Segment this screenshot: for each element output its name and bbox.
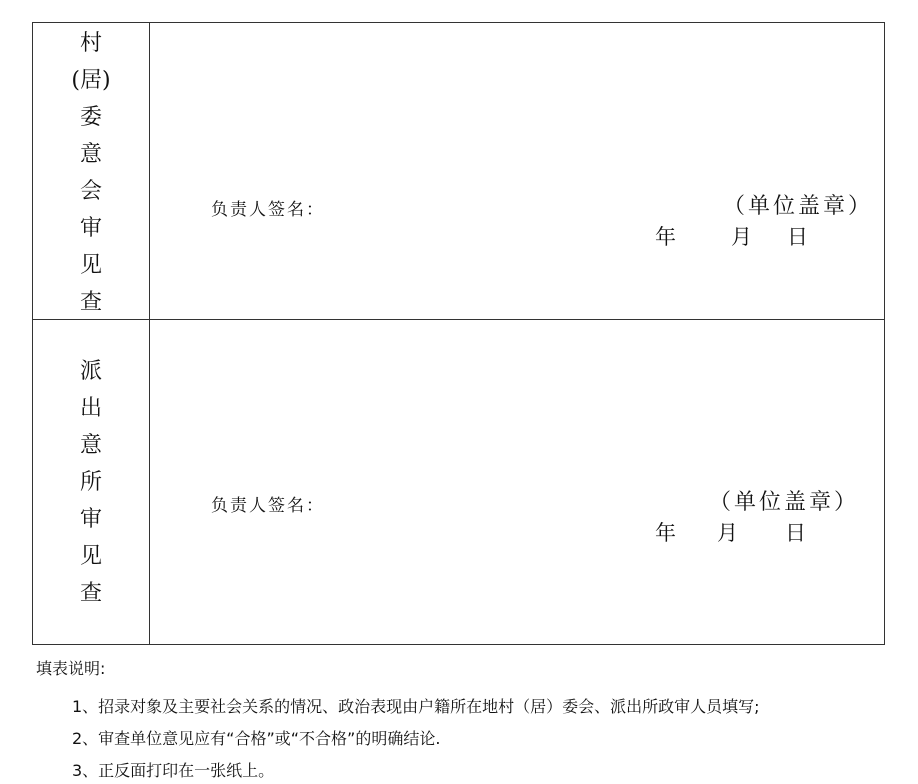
label-char: 意 — [79, 433, 102, 458]
label-char: (居) — [71, 68, 111, 93]
label-char: 会 — [79, 179, 102, 204]
village-committee-review-label — [33, 25, 149, 321]
date-day: 日 — [787, 225, 808, 249]
notes-title: 填表说明: — [36, 659, 106, 678]
date-year: 年 — [655, 521, 676, 545]
label-char: 审 — [79, 507, 102, 532]
signer-label: 负责人签名： — [211, 200, 325, 220]
signer-label: 负责人签名： — [211, 496, 325, 516]
note-item: 2、审查单位意见应有“合格”或“不合格”的明确结论. — [72, 729, 441, 748]
section-divider — [33, 319, 884, 320]
label-char: 意 — [79, 142, 102, 167]
label-char: 查 — [79, 290, 102, 315]
label-char: 见 — [79, 544, 102, 569]
review-form-table — [32, 22, 885, 645]
date-year: 年 — [655, 225, 676, 249]
label-column-divider — [149, 23, 150, 644]
label-char: 派 — [79, 359, 102, 384]
label-char: 村 — [79, 31, 102, 56]
label-char: 查 — [79, 581, 102, 606]
label-char: 所 — [79, 470, 102, 495]
label-char: 委 — [79, 105, 102, 130]
note-item: 1、招录对象及主要社会关系的情况、政治表现由户籍所在地村（居）委会、派出所政审人员填写; — [72, 697, 760, 716]
note-item: 3、正反面打印在一张纸上。 — [72, 761, 275, 780]
seal-label: （单位盖章） — [709, 490, 860, 515]
date-day: 日 — [785, 521, 806, 545]
label-char: 见 — [79, 253, 102, 278]
label-char: 出 — [79, 396, 102, 421]
police-station-review-label — [33, 353, 149, 612]
label-char: 审 — [79, 216, 102, 241]
date-month: 月 — [717, 521, 738, 545]
date-month: 月 — [731, 225, 752, 249]
seal-label: （单位盖章） — [723, 194, 874, 219]
